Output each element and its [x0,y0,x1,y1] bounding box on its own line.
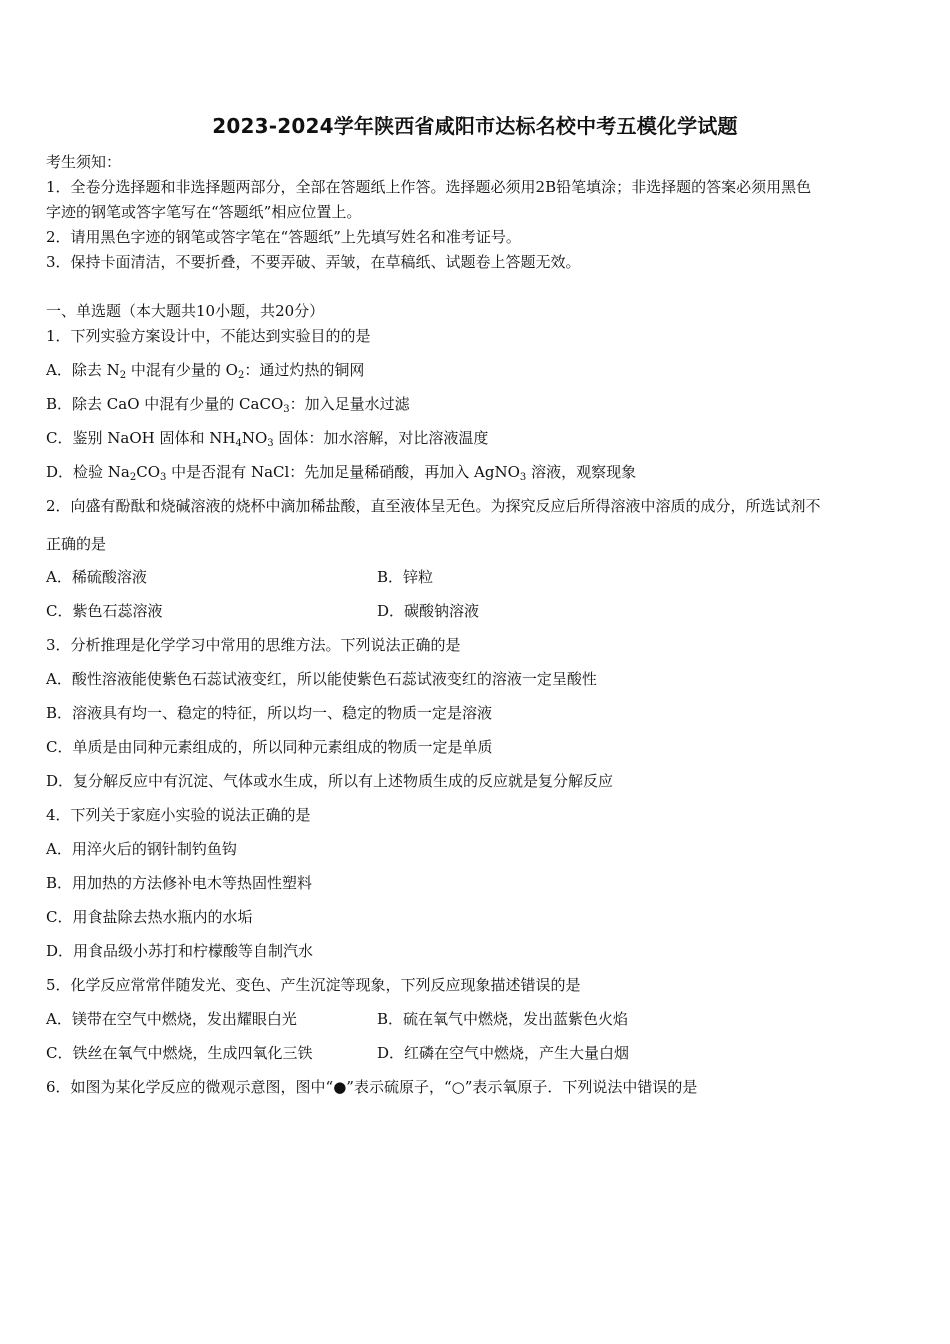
q1-option-c: C．鉴别 NaOH 固体和 $NH_4NO_3$ 固体：加水溶解，对比溶液温度 [46,429,489,449]
q4-option-a: A．用淬火后的钢针制钓鱼钩 [46,840,237,858]
q3-option-b: B．溶液具有均一、稳定的特征，所以均一、稳定的物质一定是溶液 [46,704,493,722]
q3-option-a: A．酸性溶液能使紫色石蕊试液变红，所以能使紫色石蕊试液变红的溶液一定呈酸性 [46,670,597,688]
section-heading: 一、单选题（本大题共10小题，共20分） [46,302,325,320]
q5-option-c: C．铁丝在氧气中燃烧，生成四氧化三铁 [46,1044,313,1062]
q2-stem-a: 2．向盛有酚酞和烧碱溶液的烧杯中滴加稀盐酸，直至液体呈无色。为探究反应后所得溶液中溶质的成分，所选试剂不 [46,497,821,515]
q5-stem: 5．化学反应常常伴随发光、变色、产生沉淀等现象，下列反应现象描述错误的是 [46,976,581,994]
q1-option-b: B．除去 CaO 中混有少量的 CaCO$_3$：加入足量水过滤 [46,395,410,415]
q5-option-a: A．镁带在空气中燃烧，发出耀眼白光 [46,1010,297,1028]
q4-stem: 4．下列关于家庭小实验的说法正确的是 [46,806,311,824]
q2-option-a: A．稀硫酸溶液 [46,568,147,586]
q2-option-c: C．紫色石蕊溶液 [46,602,163,620]
q3-option-d: D．复分解反应中有沉淀、气体或水生成，所以有上述物质生成的反应就是复分解反应 [46,772,614,790]
q4-option-b: B．用加热的方法修补电木等热固性塑料 [46,874,313,892]
notice-heading: 考生须知： [46,153,122,171]
notice-line-3: 3．保持卡面清洁，不要折叠，不要弄破、弄皱，在草稿纸、试题卷上答题无效。 [46,253,581,271]
q4-option-d: D．用食品级小苏打和柠檬酸等自制汽水 [46,942,314,960]
notice-line-1b: 字迹的钢笔或答字笔写在“答题纸”相应位置上。 [46,203,362,221]
notice-line-2: 2．请用黑色字迹的钢笔或答字笔在“答题纸”上先填写姓名和准考证号。 [46,228,521,246]
q1-option-a: A．除去 $N_2$ 中混有少量的 $O_2$：通过灼热的铜网 [46,361,365,381]
q1-stem: 1．下列实验方案设计中，不能达到实验目的的是 [46,327,371,345]
q5-option-d: D．红磷在空气中燃烧，产生大量白烟 [377,1044,630,1062]
q2-stem-b: 正确的是 [46,535,107,553]
q6-stem: 6．如图为某化学反应的微观示意图，图中“●”表示硫原子，“○”表示氧原子．下列说法中错误的是 [46,1078,698,1096]
q2-option-b: B．锌粒 [377,568,434,586]
q3-option-c: C．单质是由同种元素组成的，所以同种元素组成的物质一定是单质 [46,738,493,756]
page-title: 2023-2024学年陕西省咸阳市达标名校中考五模化学试题 [212,114,738,138]
q2-option-d: D．碳酸钠溶液 [377,602,480,620]
q5-option-b: B．硫在氧气中燃烧，发出蓝紫色火焰 [377,1010,629,1028]
notice-line-1a: 1．全卷分选择题和非选择题两部分，全部在答题纸上作答。选择题必须用2B铅笔填涂；非选择题的答案必须用黑色 [46,178,812,196]
q1-option-d: D．检验 $Na_2CO_3$ 中是否混有 NaCl：先加足量稀硝酸，再加入 AgNO$_3$ 溶液，观察现象 [46,463,637,483]
q4-option-c: C．用食盐除去热水瓶内的水垢 [46,908,253,926]
q3-stem: 3．分析推理是化学学习中常用的思维方法。下列说法正确的是 [46,636,461,654]
